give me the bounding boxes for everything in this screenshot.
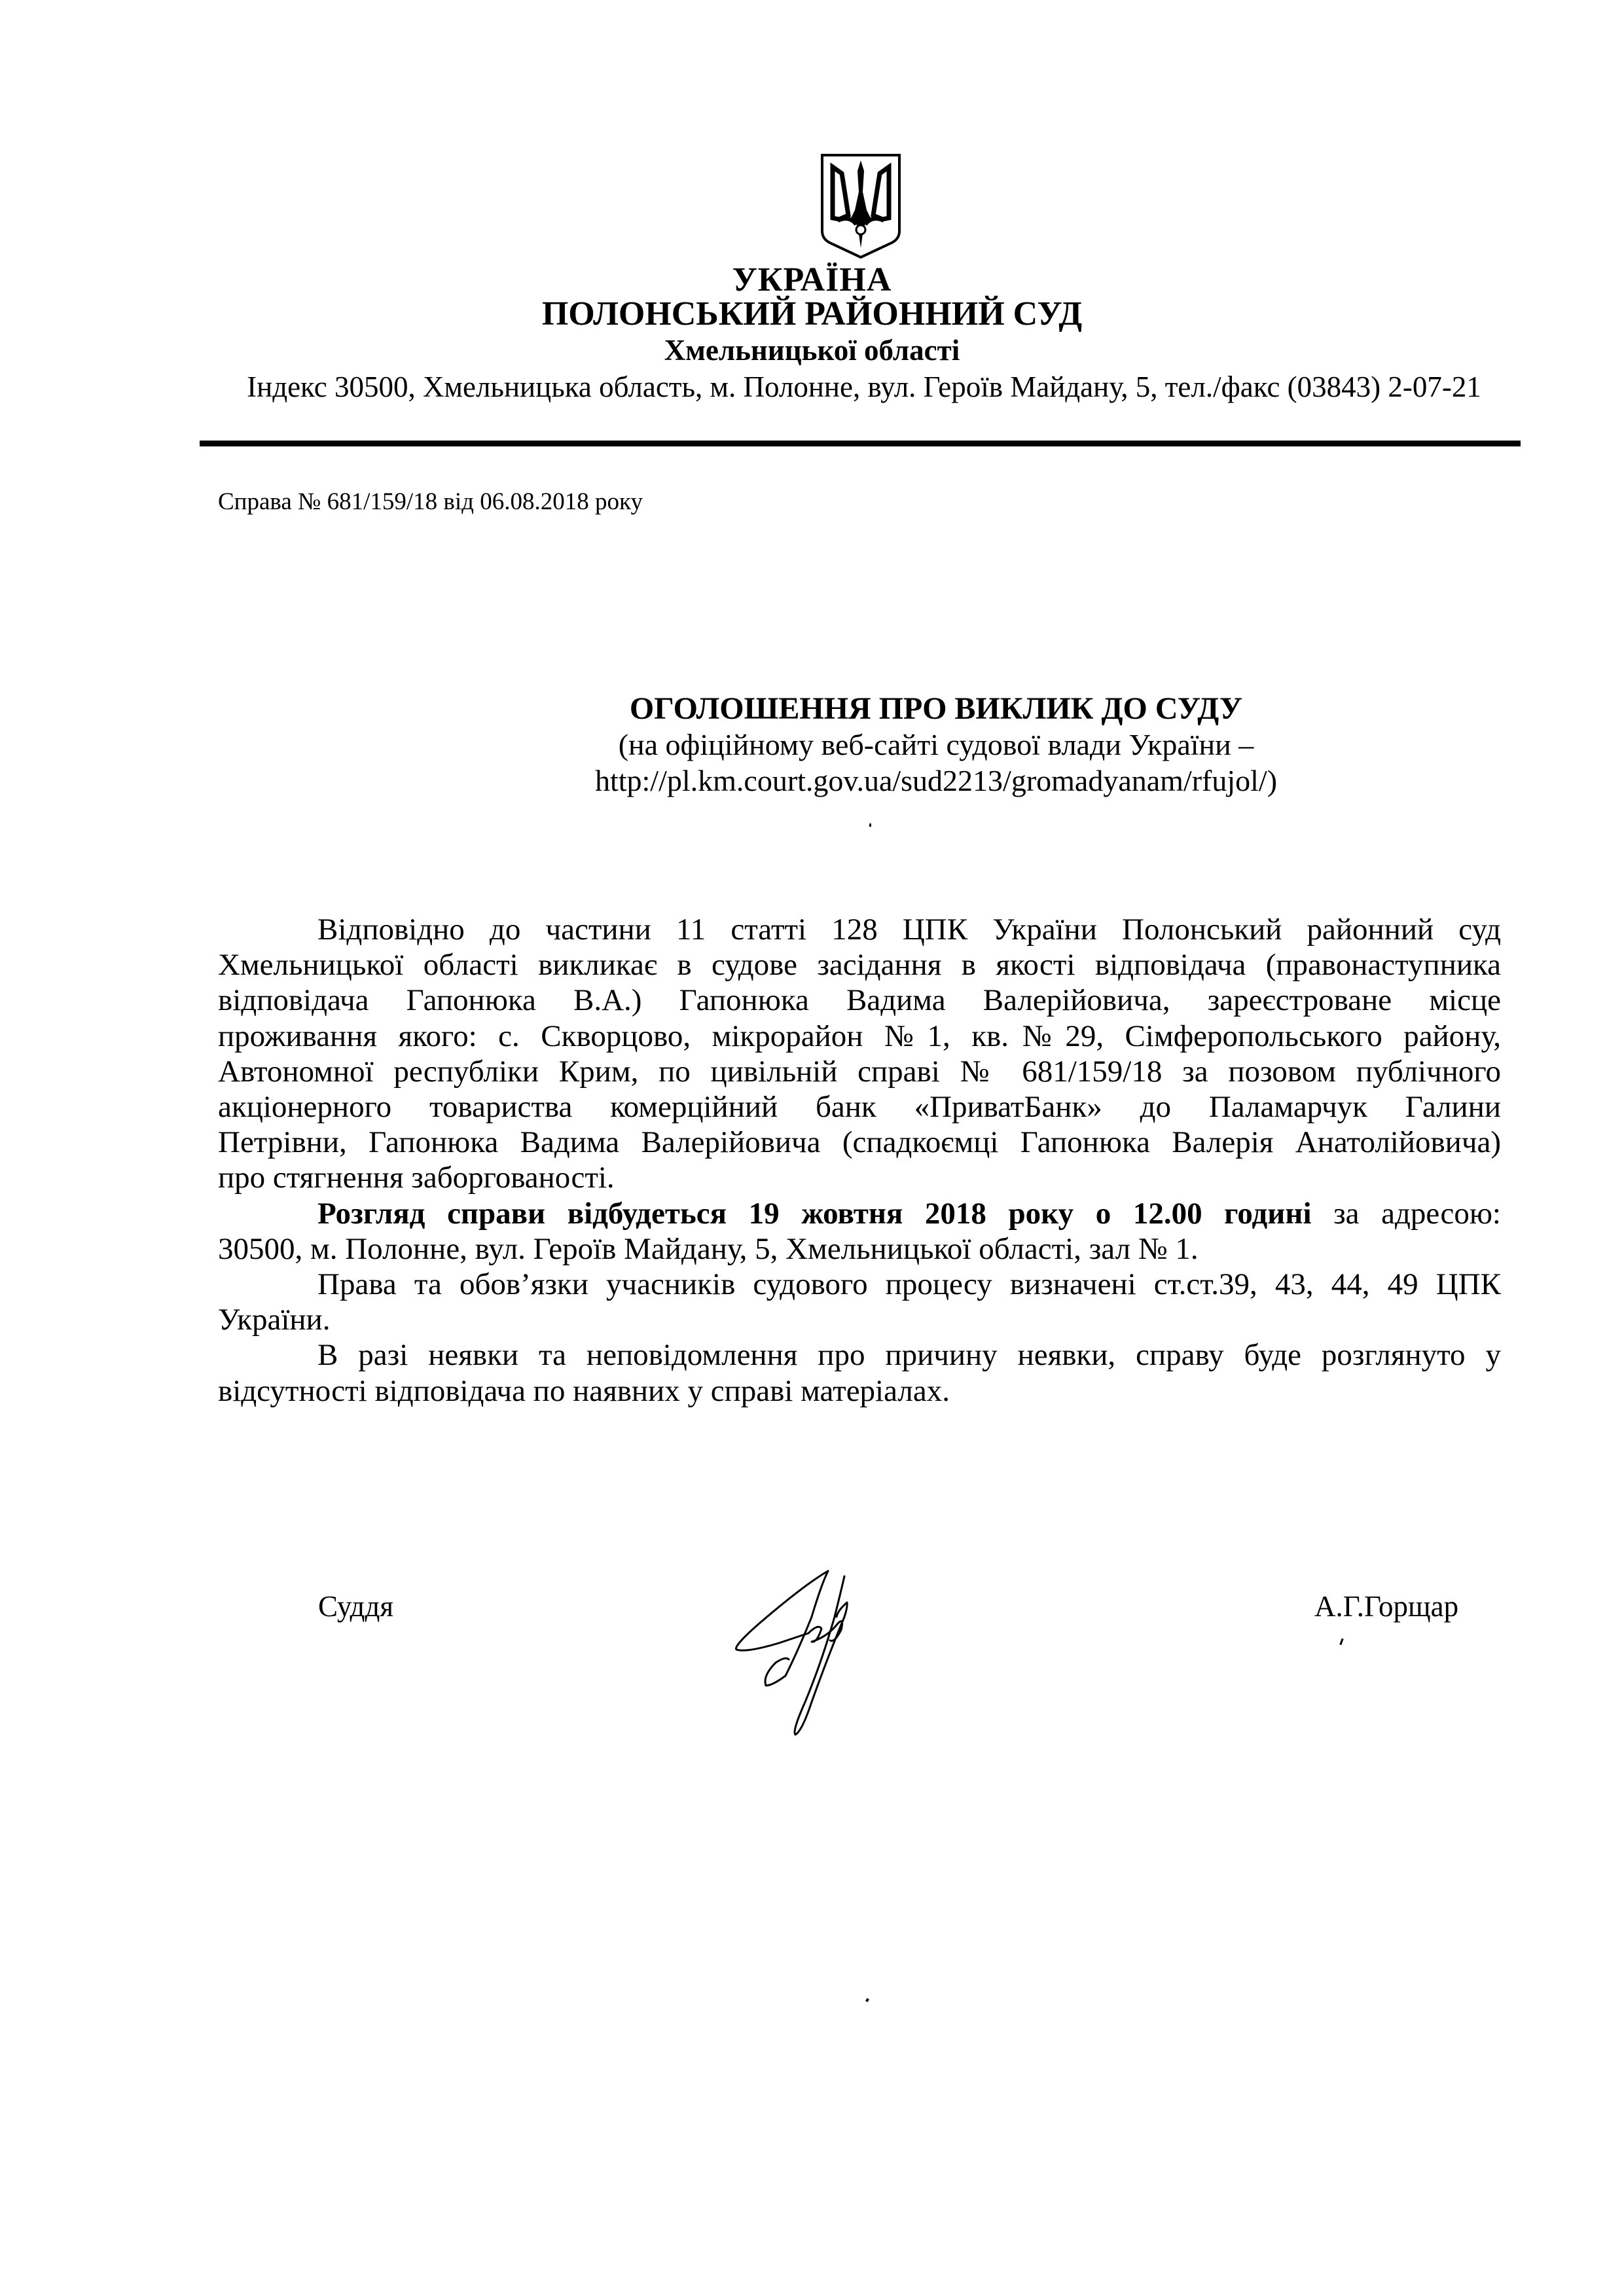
body-line: Відповідно до частини 11 статті 128 ЦПК України Полонський районний суд <box>317 913 1501 947</box>
body-line: Хмельницької області викликає в судове засідання в якості відповідача (правонаступника <box>218 948 1501 983</box>
body-line: акціонерного товариства комерційний банк «ПриватБанк» до Паламарчук Галини <box>218 1090 1501 1125</box>
header-country: УКРАЇНА <box>732 261 892 298</box>
hearing-address: 30500, м. Полонне, вул. Героїв Майдану, 5, Хмельницької області, зал № 1. <box>218 1231 1199 1266</box>
judge-name: А.Г.Горщар <box>1314 1590 1459 1623</box>
body-line: відповідача Гапонюка В.А.) Гапонюка Вадима Валерійовича, зареєстроване місце <box>218 983 1501 1018</box>
paragraph-rights <box>218 1267 1501 1337</box>
notice-subtitle: (на офіційному веб-сайті судової влади України – <box>618 728 1254 761</box>
header-region: Хмельницької області <box>664 334 960 367</box>
trident-coat-of-arms-icon <box>820 153 902 259</box>
notice-url: http://pl.km.court.gov.ua/sud2213/gromadyanam/rfujol/) <box>594 764 1278 797</box>
header-court-name: ПОЛОНСЬКИЙ РАЙОННИЙ СУД <box>541 295 1083 333</box>
body-line: Права та обов’язки учасників судового процесу визначені ст.ст.39, 43, 44, 49 ЦПК <box>317 1267 1501 1302</box>
hearing-datetime: Розгляд справи відбудеться 19 жовтня 2018 року о 12.00 годині <box>317 1196 1312 1231</box>
stray-mark <box>865 1998 869 2002</box>
header-divider <box>200 441 1521 446</box>
stray-tick <box>1339 1638 1343 1645</box>
hearing-line <box>218 1196 1501 1231</box>
notice-body <box>218 912 1501 1409</box>
handwritten-signature-icon <box>707 1545 956 1741</box>
signature-role: Суддя <box>318 1590 394 1623</box>
header-address: Індекс 30500, Хмельницька область, м. Полонне, вул. Героїв Майдану, 5, тел./факс (03843) 2-07-21 <box>247 370 1481 403</box>
body-line: України. <box>218 1303 331 1337</box>
hearing-address-lead: за адресою: <box>1311 1196 1501 1231</box>
paragraph-absence <box>218 1337 1501 1408</box>
body-line: В разі неявки та неповідомлення про причину неявки, справу буде розглянуто у <box>317 1338 1501 1373</box>
body-line: проживання якого: с. Скворцово, мікрорайон №1, кв.№29, Сімферопольського району, <box>218 1019 1501 1053</box>
notice-title: ОГОЛОШЕННЯ ПРО ВИКЛИК ДО СУДУ <box>629 691 1243 726</box>
stray-dot <box>869 823 871 827</box>
body-line: Петрівни, Гапонюка Вадима Валерійовича (спадкоємці Гапонюка Валерія Анатолійовича) <box>218 1125 1501 1160</box>
body-line: Автономної республіки Крим, по цивільній справі № 681/159/18 за позовом публічного <box>218 1054 1501 1089</box>
body-line: відсутності відповідача по наявних у справі матеріалах. <box>218 1373 950 1408</box>
body-line: про стягнення заборгованості. <box>218 1161 615 1195</box>
paragraph-summons <box>218 912 1501 1196</box>
paragraph-hearing <box>218 1196 1501 1267</box>
case-reference: Справа № 681/159/18 від 06.08.2018 року <box>218 488 643 515</box>
